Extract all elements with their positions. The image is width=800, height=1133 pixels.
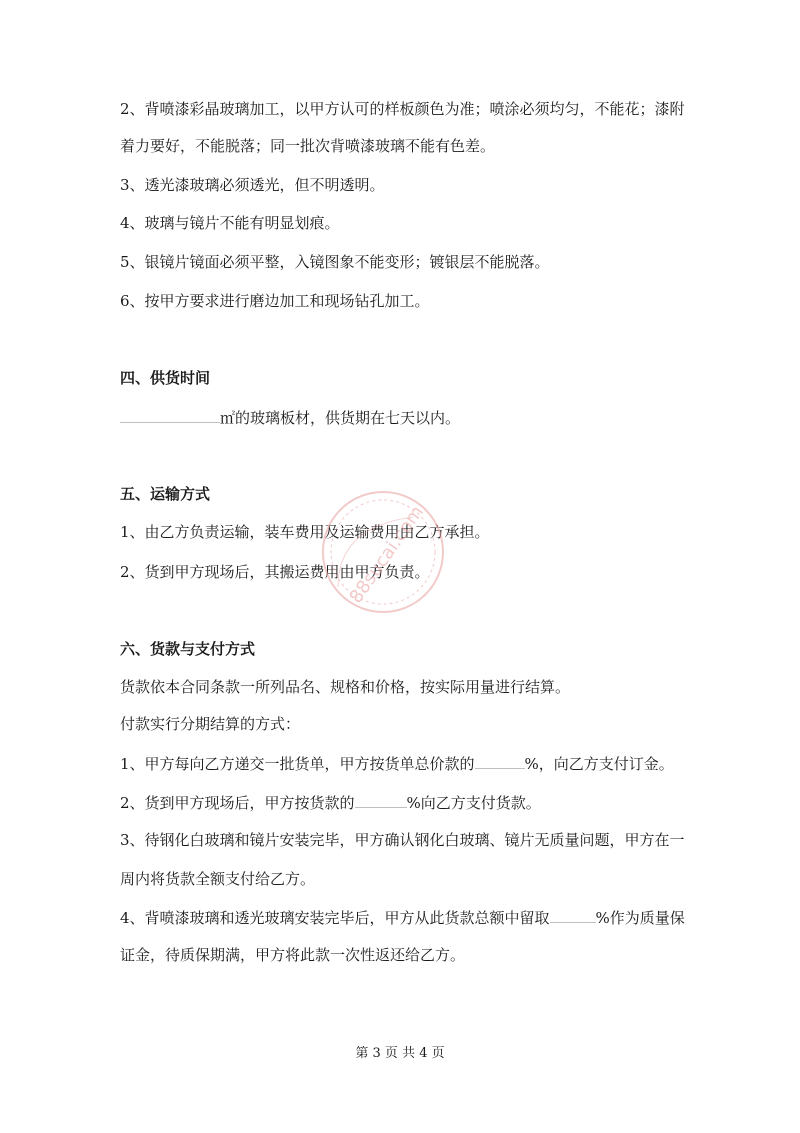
section6-item4-line1 — [120, 906, 685, 929]
payment-percent-blank — [355, 791, 407, 808]
section6-item4-text-a: 4、背喷漆玻璃和透光玻璃安装完毕后，甲方从此货款总额中留取 — [120, 909, 550, 927]
watermark-stamp-icon — [318, 487, 448, 617]
deposit-percent-blank — [475, 752, 525, 769]
section6-item2-text-a: 2、货到甲方现场后，甲方按货款的 — [120, 794, 355, 812]
section6-item2 — [120, 791, 541, 814]
section6-item1-text-b: %，向乙方支付订金。 — [524, 755, 674, 773]
section3-item3: 3、透光漆玻璃必须透光，但不明透明。 — [120, 176, 385, 194]
warranty-percent-blank — [550, 906, 596, 923]
section6-intro2: 付款实行分期结算的方式： — [120, 715, 301, 733]
section3-item2-line2: 着力要好，不能脱落；同一批次背喷漆玻璃不能有色差。 — [120, 137, 496, 155]
watermark-text: 88sucai.com — [345, 501, 428, 608]
section6-heading: 六、货款与支付方式 — [120, 640, 256, 658]
section5-item2: 2、货到甲方现场后，其搬运费用由甲方负责。 — [120, 563, 430, 581]
section4-heading: 四、供货时间 — [120, 369, 211, 387]
section3-item4: 4、玻璃与镜片不能有明显划痕。 — [120, 214, 340, 232]
section6-item3-line1: 3、待钢化白玻璃和镜片安装完毕，甲方确认钢化白玻璃、镜片无质量问题，甲方在一 — [120, 831, 685, 849]
section6-item2-text-b: %向乙方支付货款。 — [406, 794, 541, 812]
quantity-blank — [120, 406, 220, 423]
section3-item5: 5、银镜片镜面必须平整，入镜图象不能变形；镀银层不能脱落。 — [120, 253, 550, 271]
section6-item4-text-b: %作为质量保 — [595, 909, 685, 927]
section6-item1 — [120, 752, 674, 775]
section6-item4-line2: 证金，待质保期满，甲方将此款一次性返还给乙方。 — [120, 946, 466, 964]
page-footer: 第 3 页 共 4 页 — [355, 1046, 445, 1061]
section6-item3-line2: 周内将货款全额支付给乙方。 — [120, 870, 316, 888]
section3-item6: 6、按甲方要求进行磨边加工和现场钻孔加工。 — [120, 292, 430, 310]
section3-item2-line1: 2、背喷漆彩晶玻璃加工，以甲方认可的样板颜色为准；喷涂必须均匀，不能花；漆附 — [120, 100, 685, 118]
section6-item1-text-a: 1、甲方每向乙方递交一批货单，甲方按货单总价款的 — [120, 755, 475, 773]
section4-text-line — [120, 406, 460, 429]
section4-text: ㎡的玻璃板材，供货期在七天以内。 — [220, 409, 461, 427]
section5-heading: 五、运输方式 — [120, 485, 211, 503]
section6-intro1: 货款依本合同条款一所列品名、规格和价格，按实际用量进行结算。 — [120, 678, 571, 696]
section5-item1: 1、由乙方负责运输，装车费用及运输费用由乙方承担。 — [120, 523, 490, 541]
